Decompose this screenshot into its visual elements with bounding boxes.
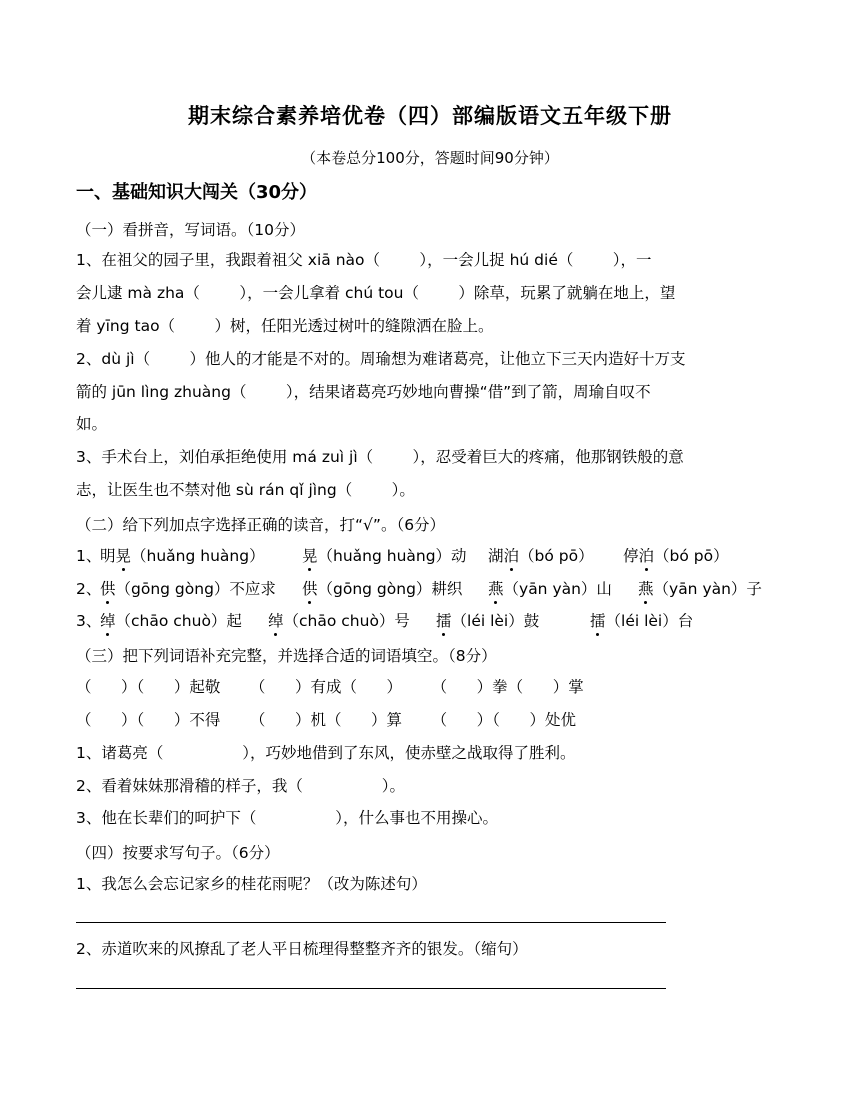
part1-line: 如。 — [76, 415, 108, 433]
part1-line: 会儿逮 mà zha（ ），一会儿拿着 chú tou（ ）除草，玩累了就躺在地上，望 — [76, 284, 676, 302]
part1-heading: （一）看拼音，写词语。（10分） — [76, 221, 305, 239]
part1-line: 志，让医生也不禁对他 sù rán qǐ jìng（ ）。 — [76, 481, 415, 499]
dotted-character: 绰 — [268, 612, 284, 630]
dotted-character: 燕 — [488, 580, 504, 598]
page-subtitle: （本卷总分100分，答题时间90分钟） — [301, 149, 559, 167]
answer-line-1[interactable] — [76, 922, 666, 923]
fill-blank-question: 2、看着妹妹那滑稽的样子，我（ ）。 — [76, 777, 405, 795]
pronunciation-item[interactable] — [590, 611, 693, 631]
item-suffix: （bó pō） — [654, 547, 729, 565]
pronunciation-row-number: 1、 — [76, 547, 102, 565]
pronunciation-item[interactable] — [638, 579, 762, 599]
part1-line: 3、手术台上，刘伯承拒绝使用 má zuì jì（ ），忍受着巨大的疼痛，他那钢铁般的意 — [76, 448, 684, 466]
idiom-row: （ ）（ ）起敬 （ ）有成（ ） （ ）拳（ ）掌 — [76, 678, 584, 696]
pronunciation-row-number: 2、 — [76, 580, 102, 598]
item-suffix: （chāo chuò）号 — [283, 612, 410, 630]
item-suffix: （chāo chuò）起 — [115, 612, 242, 630]
part4-heading: （四）按要求写句子。（6分） — [76, 844, 280, 862]
pronunciation-item[interactable] — [302, 546, 467, 566]
sentence-question-2: 2、赤道吹来的风撩乱了老人平日梳理得整整齐齐的银发。（缩句） — [76, 940, 528, 958]
dotted-character: 供 — [302, 580, 318, 598]
dotted-character: 晃 — [302, 547, 318, 565]
pronunciation-item[interactable] — [100, 611, 242, 631]
item-suffix: （gōng gòng）不应求 — [115, 580, 276, 598]
idiom-row: （ ）（ ）不得 （ ）机（ ）算 （ ）（ ）处优 — [76, 711, 576, 729]
part1-line: 着 yīng tao（ ）树，任阳光透过树叶的缝隙洒在脸上。 — [76, 317, 494, 335]
part1-line: 2、dù jì（ ）他人的才能是不对的。周瑜想为难诸葛亮，让他立下三天内造好十万支 — [76, 350, 686, 368]
item-suffix: （huǎng huàng） — [131, 547, 265, 565]
pronunciation-item[interactable] — [623, 546, 729, 566]
item-suffix: （léi lèi）鼓 — [451, 612, 540, 630]
dotted-character: 燕 — [638, 580, 654, 598]
dotted-character: 泊 — [503, 547, 520, 565]
page-title: 期末综合素养培优卷（四）部编版语文五年级下册 — [188, 104, 672, 128]
dotted-character: 泊 — [638, 547, 655, 565]
item-prefix: 明 — [100, 547, 116, 565]
part2-heading: （二）给下列加点字选择正确的读音，打“√”。（6分） — [76, 516, 446, 534]
part3-heading: （三）把下列词语补充完整，并选择合适的词语填空。（8分） — [76, 647, 497, 665]
answer-line-2[interactable] — [76, 988, 666, 989]
item-suffix: （huǎng huàng）动 — [317, 547, 467, 565]
pronunciation-item[interactable] — [100, 546, 265, 566]
dotted-character: 供 — [100, 580, 116, 598]
dotted-character: 擂 — [590, 612, 606, 630]
part1-line: 1、在祖父的园子里，我跟着祖父 xiā nào（ ），一会儿捉 hú dié（ ），一 — [76, 251, 652, 269]
item-suffix: （bó pō） — [519, 547, 594, 565]
section-heading: 一、基础知识大闯关（30分） — [76, 182, 318, 203]
dotted-character: 晃 — [115, 547, 132, 565]
item-prefix: 湖 — [488, 547, 504, 565]
item-prefix: 停 — [623, 547, 639, 565]
dotted-character: 擂 — [436, 612, 452, 630]
fill-blank-question: 3、他在长辈们的呵护下（ ），什么事也不用操心。 — [76, 809, 498, 827]
item-suffix: （gōng gòng）耕织 — [317, 580, 463, 598]
pronunciation-item[interactable] — [100, 579, 276, 599]
fill-blank-question: 1、诸葛亮（ ），巧妙地借到了东风，使赤壁之战取得了胜利。 — [76, 744, 576, 762]
pronunciation-item[interactable] — [488, 546, 594, 566]
part1-line: 箭的 jūn lìng zhuàng（ ），结果诸葛亮巧妙地向曹操“借”到了箭，周瑜自叹不 — [76, 383, 651, 401]
pronunciation-item[interactable] — [302, 579, 462, 599]
pronunciation-row-number: 3、 — [76, 612, 102, 630]
pronunciation-item[interactable] — [268, 611, 410, 631]
sentence-question-1: 1、我怎么会忘记家乡的桂花雨呢？（改为陈述句） — [76, 875, 427, 893]
dotted-character: 绰 — [100, 612, 116, 630]
pronunciation-item[interactable] — [436, 611, 539, 631]
pronunciation-item[interactable] — [488, 579, 612, 599]
item-suffix: （léi lèi）台 — [605, 612, 694, 630]
item-suffix: （yān yàn）山 — [503, 580, 612, 598]
item-suffix: （yān yàn）子 — [653, 580, 762, 598]
